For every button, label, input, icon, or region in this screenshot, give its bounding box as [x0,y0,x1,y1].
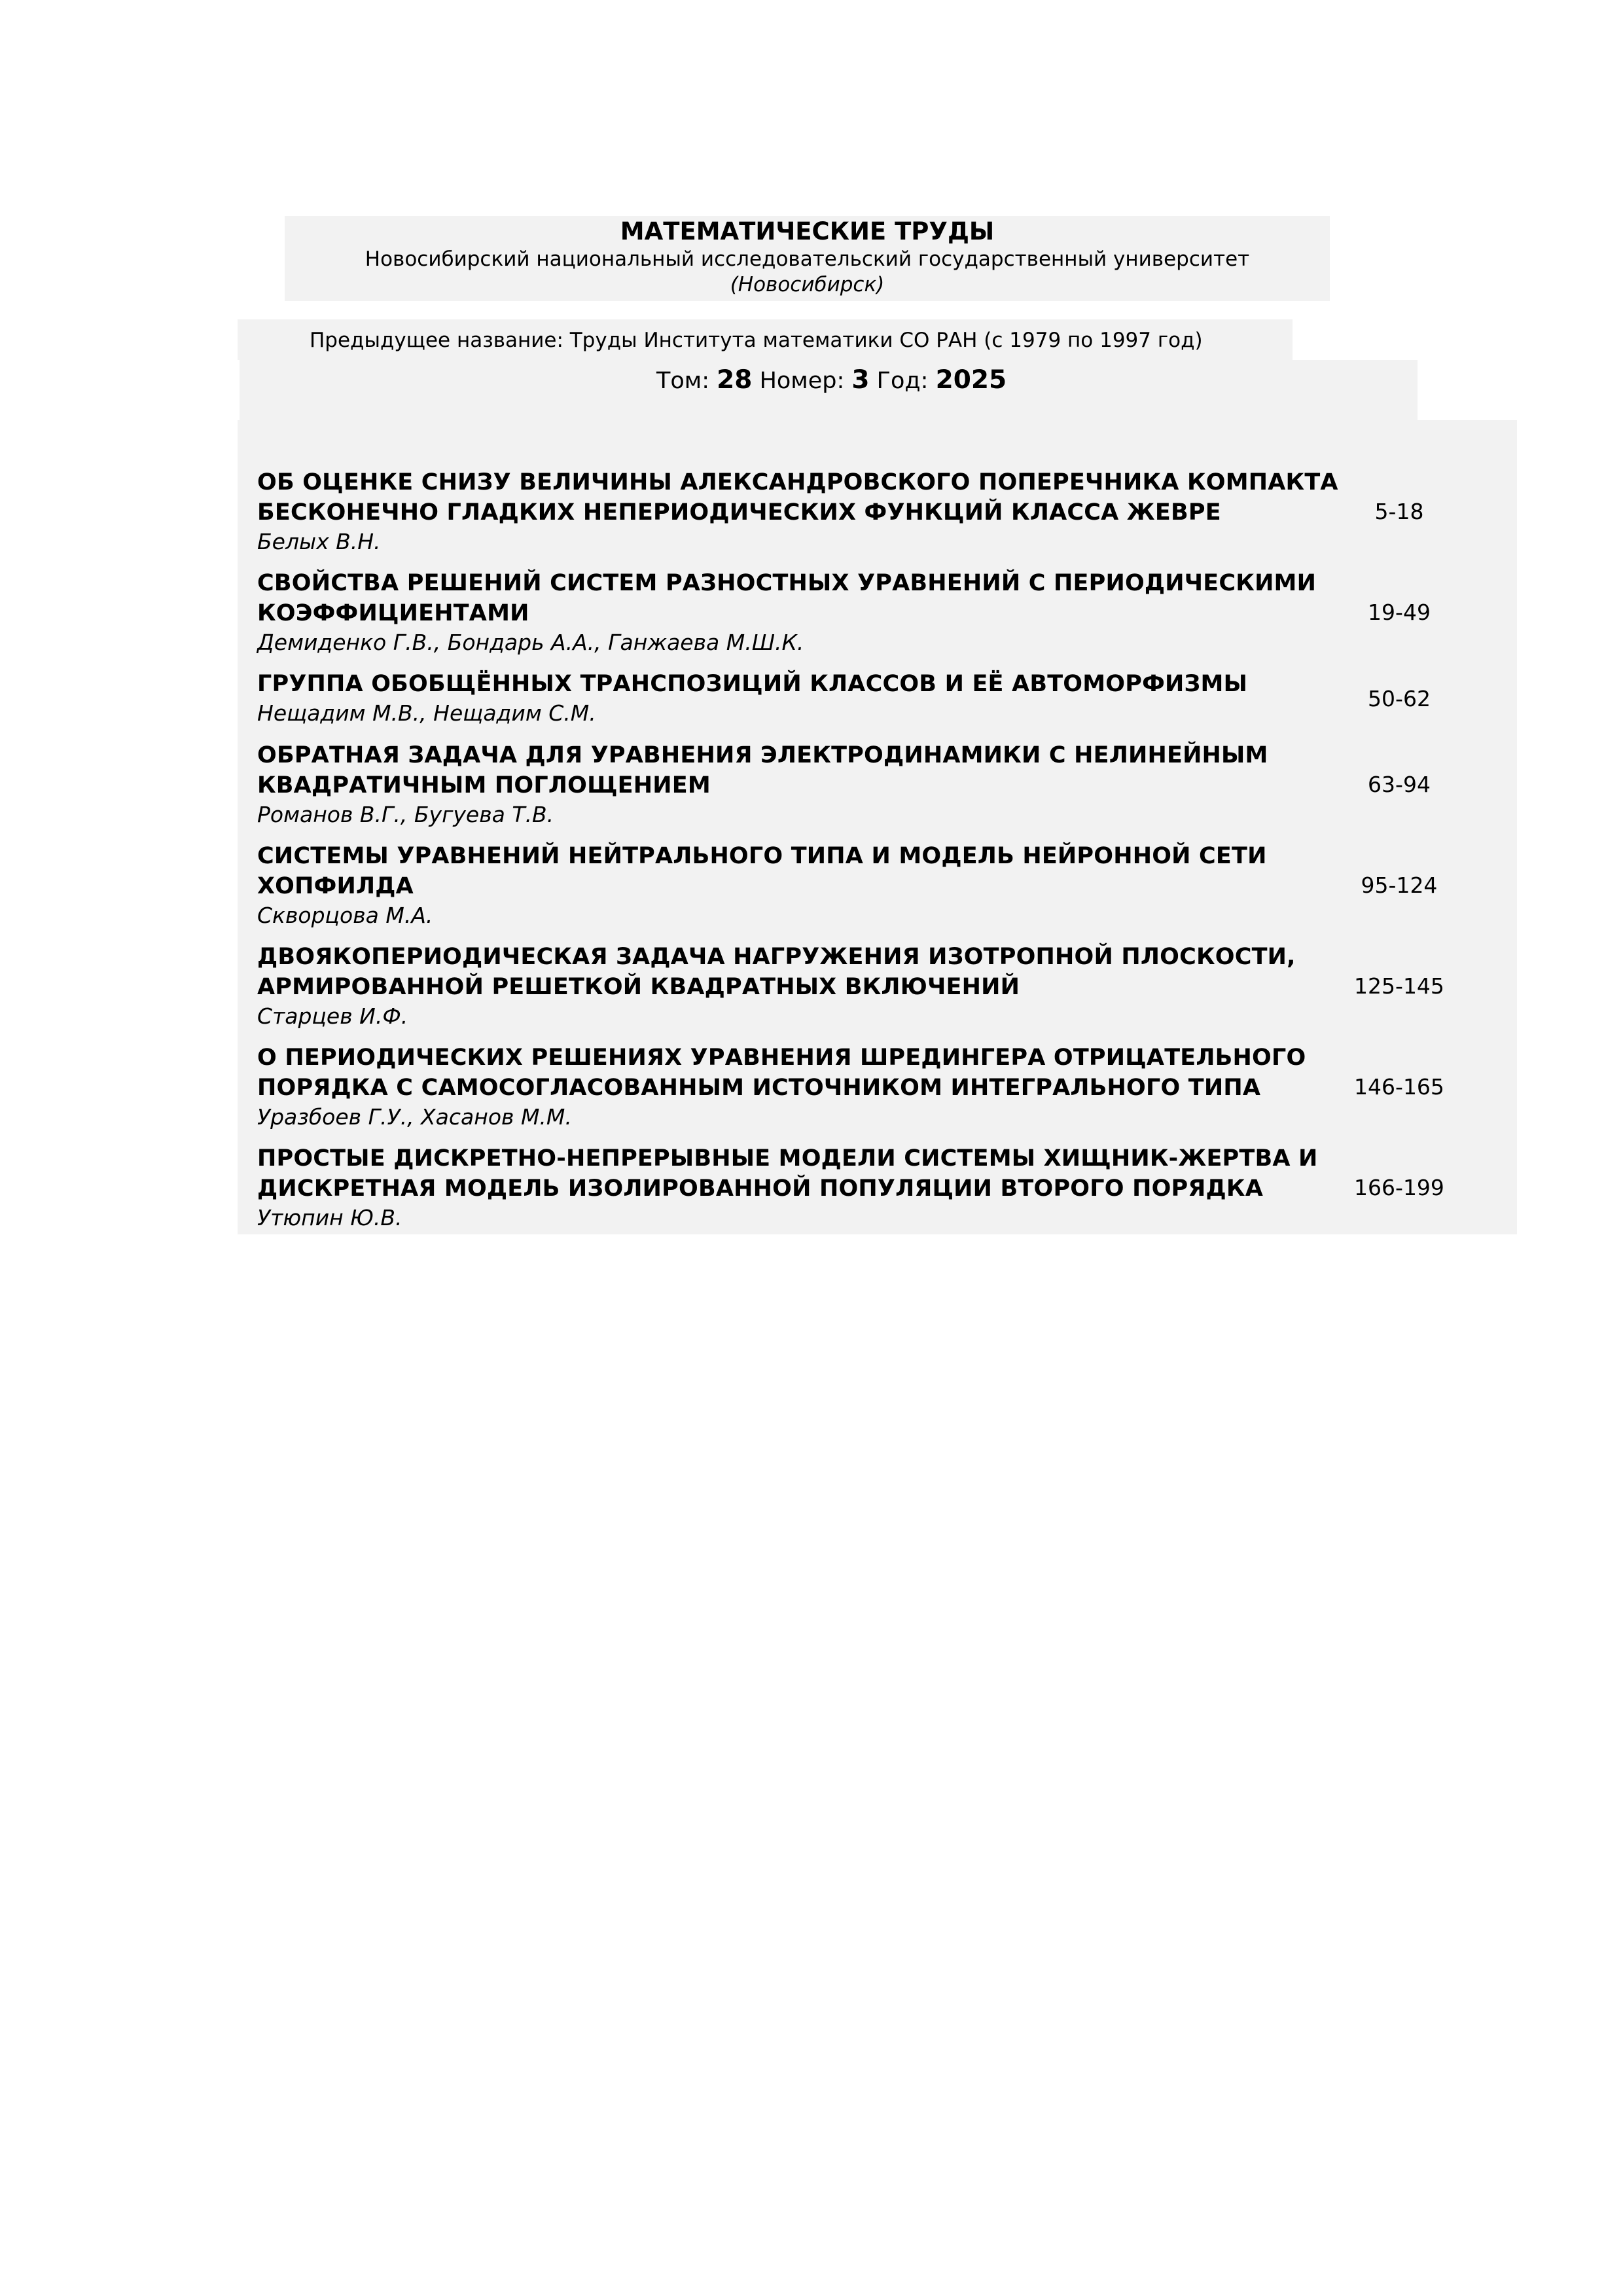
issue-block [240,360,1418,420]
article-pages: 5-18 [1374,499,1424,524]
article-authors: Скворцова М.А. [257,903,433,928]
journal-city: (Новосибирск) [730,273,885,296]
article-title-link[interactable] [257,1143,1344,1204]
toc-entry [257,669,1501,728]
article-authors: Старцев И.Ф. [257,1003,408,1029]
article-authors: Белых В.Н. [257,529,381,554]
toc-entry [257,1043,1501,1132]
article-pages: 95-124 [1361,872,1438,898]
article-title-line: КОЭФФИЦИЕНТАМИ [257,600,529,626]
article-title-line: ОБРАТНАЯ ЗАДАЧА ДЛЯ УРАВНЕНИЯ ЭЛЕКТРОДИНАМИКИ С НЕЛИНЕЙНЫМ [257,742,1268,768]
toc-entry [257,942,1501,1031]
number-label: Номер: [759,368,845,394]
volume-label: Том: [656,368,709,394]
article-authors: Демиденко Г.В., Бондарь А.А., Ганжаева М.Ш.К. [257,630,804,655]
article-authors: Романов В.Г., Бугуева Т.В. [257,802,554,827]
article-title-line: ГРУППА ОБОБЩЁННЫХ ТРАНСПОЗИЦИЙ КЛАССОВ И ЕЁ АВТОМОРФИЗМЫ [257,671,1248,697]
article-title-line: О ПЕРИОДИЧЕСКИХ РЕШЕНИЯХ УРАВНЕНИЯ ШРЕДИНГЕРА ОТРИЦАТЕЛЬНОГО [257,1045,1306,1071]
article-title-line: ХОПФИЛДА [257,873,414,899]
article-title-link[interactable] [257,740,1344,800]
article-title-line: ПОРЯДКА С САМОСОГЛАСОВАННЫМ ИСТОЧНИКОМ ИНТЕГРАЛЬНОГО ТИПА [257,1075,1261,1101]
year-label: Год: [876,368,929,394]
article-pages: 63-94 [1368,772,1431,797]
article-pages: 166-199 [1354,1175,1444,1200]
article-authors: Утюпин Ю.В. [257,1205,402,1230]
toc-entry [257,1143,1501,1232]
article-title-link[interactable] [257,568,1344,628]
article-title-link[interactable] [257,467,1344,528]
toc-entry [257,568,1501,657]
number-value: 3 [851,365,870,395]
article-title-line: ОБ ОЦЕНКЕ СНИЗУ ВЕЛИЧИНЫ АЛЕКСАНДРОВСКОГО ПОПЕРЕЧНИКА КОМПАКТА [257,469,1338,495]
article-title-line: СВОЙСТВА РЕШЕНИЙ СИСТЕМ РАЗНОСТНЫХ УРАВНЕНИЙ С ПЕРИОДИЧЕСКИМИ [257,570,1317,596]
journal-title: МАТЕМАТИЧЕСКИЕ ТРУДЫ [620,217,995,245]
article-title-line: СИСТЕМЫ УРАВНЕНИЙ НЕЙТРАЛЬНОГО ТИПА И МОДЕЛЬ НЕЙРОННОЙ СЕТИ [257,843,1267,869]
table-of-contents [238,420,1517,1234]
volume-value: 28 [717,365,753,395]
article-title-line: ДВОЯКОПЕРИОДИЧЕСКАЯ ЗАДАЧА НАГРУЖЕНИЯ ИЗОТРОПНОЙ ПЛОСКОСТИ, [257,944,1296,970]
toc-entry [257,740,1501,829]
article-pages: 125-145 [1354,973,1444,999]
journal-publisher: Новосибирский национальный исследовательский государственный университет [365,247,1250,271]
previous-name-block [238,319,1293,360]
article-pages: 146-165 [1354,1074,1444,1100]
article-authors: Уразбоев Г.У., Хасанов М.М. [257,1104,572,1130]
toc-entry [257,467,1501,556]
article-pages: 19-49 [1368,600,1431,625]
article-title-line: ПРОСТЫЕ ДИСКРЕТНО-НЕПРЕРЫВНЫЕ МОДЕЛИ СИСТЕМЫ ХИЩНИК-ЖЕРТВА И [257,1145,1318,1172]
article-title-line: КВАДРАТИЧНЫМ ПОГЛОЩЕНИЕМ [257,772,711,798]
article-title-link[interactable] [257,1043,1344,1103]
journal-header [285,216,1330,301]
article-title-link[interactable] [257,841,1344,901]
previous-name-text: Предыдущее название: Труды Института математики СО РАН (с 1979 по 1997 год) [310,329,1203,352]
article-title-line: БЕСКОНЕЧНО ГЛАДКИХ НЕПЕРИОДИЧЕСКИХ ФУНКЦИЙ КЛАССА ЖЕВРЕ [257,499,1221,526]
article-title-link[interactable] [257,669,1344,699]
toc-entry [257,841,1501,930]
article-pages: 50-62 [1368,686,1431,711]
article-authors: Нещадим М.В., Нещадим С.М. [257,700,596,726]
article-title-link[interactable] [257,942,1344,1002]
issue-line [656,364,1007,397]
article-title-line: АРМИРОВАННОЙ РЕШЕТКОЙ КВАДРАТНЫХ ВКЛЮЧЕНИЙ [257,974,1020,1000]
year-value: 2025 [935,365,1007,395]
article-title-line: ДИСКРЕТНАЯ МОДЕЛЬ ИЗОЛИРОВАННОЙ ПОПУЛЯЦИИ ВТОРОГО ПОРЯДКА [257,1175,1264,1202]
